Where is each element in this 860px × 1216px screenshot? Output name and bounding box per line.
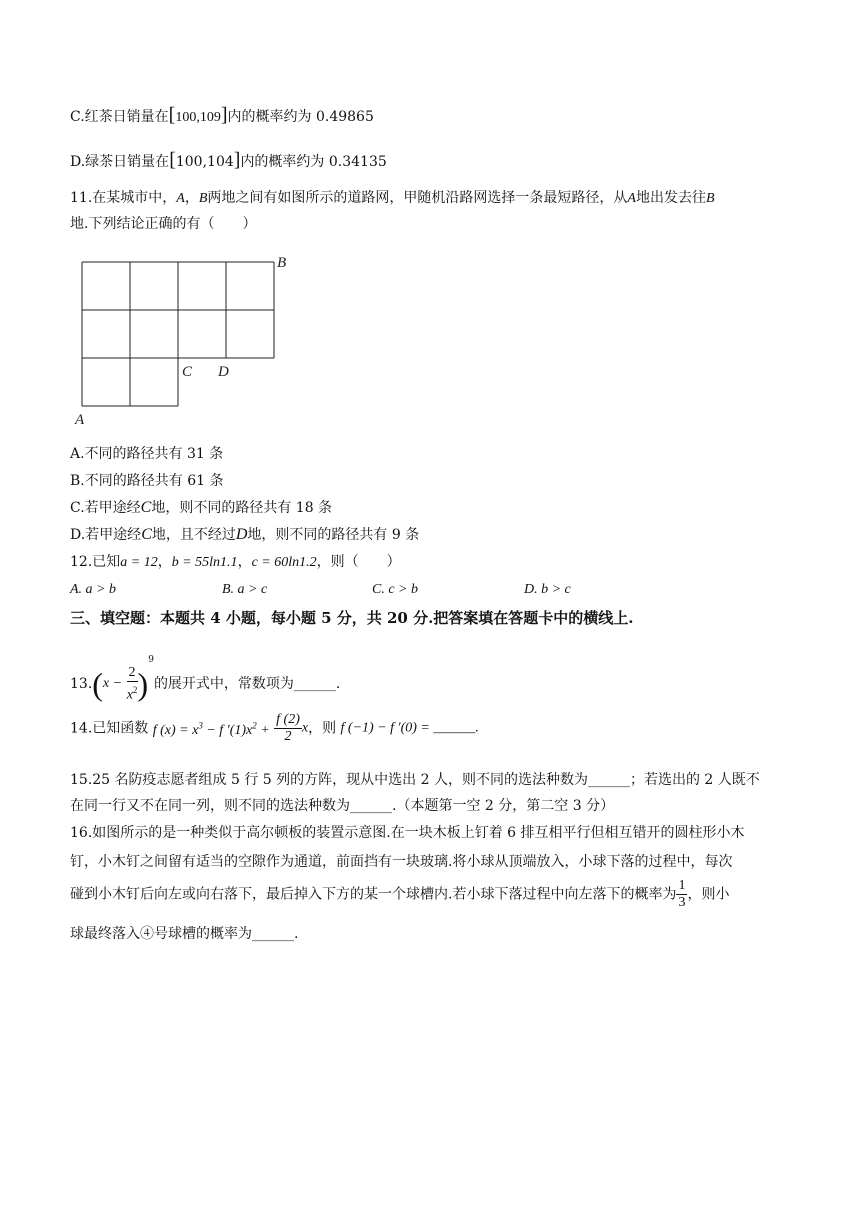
- q14-fraction: $\frac{f (2)}{2}$: [276, 712, 300, 744]
- q11-option-d: D.若甲途经C地，且不经过D地，则不同的路径共有 9 条: [70, 526, 420, 543]
- q16-line2: 钉，小木钉之间留有适当的空隙作为通道，前面挡有一块玻璃.将小球从顶端放入，小球下落的过程中，每次: [70, 854, 733, 870]
- q15-line1: 15.25 名防疫志愿者组成 5 行 5 列的方阵，现从中选出 2 人，则不同的选法种数为______；若选出的 2 人既不: [70, 772, 760, 788]
- q11-stem-line2: 地.下列结论正确的有（ ）: [70, 216, 257, 232]
- q16-line1: 16.如图所示的是一种类似于高尔顿板的装置示意图.在一块木板上钉着 6 排互相平行但相互错开的圆柱形小木: [70, 825, 745, 841]
- q10-option-c-interval: 100,109: [175, 110, 221, 125]
- grid-label-a: A: [75, 412, 85, 428]
- q10-option-c-prefix: C.红茶日销量在: [70, 109, 169, 125]
- q10-option-c: C.红茶日销量在[100,109]内的概率约为 0.49865: [70, 104, 374, 126]
- q16-line4: 球最终落入④号球槽的概率为______.: [70, 926, 299, 942]
- grid-label-b: B: [277, 255, 287, 271]
- q11-option-c: C.若甲途经C地，则不同的路径共有 18 条: [70, 499, 333, 516]
- q11-option-a: A.不同的路径共有 31 条: [70, 446, 224, 462]
- q12-option-b: B. a > c: [222, 582, 268, 597]
- q12-stem: 12.已知a = 12，b = 55ln1.1，c = 60ln1.2，则（ ）: [70, 554, 401, 570]
- section-3-heading: 三、填空题：本题共 4 小题，每小题 5 分，共 20 分.把答案填在答题卡中的横线上.: [70, 609, 634, 627]
- q12-option-a: A. a > b: [70, 582, 116, 597]
- q16-fraction: $\frac{1}{3}$: [678, 878, 686, 910]
- q16-line3: 碰到小木钉后向左或向右落下，最后掉入下方的某一个球槽内.若小球下落过程中向左落下的概率为 $\frac{1}{3}$ ，则小: [70, 878, 730, 910]
- q10-option-d-interval: 100,104: [175, 154, 234, 170]
- grid-label-c: C: [182, 364, 193, 380]
- q11-stem-line1: 11.在某城市中，A，B两地之间有如图所示的道路网，甲随机沿路网选择一条最短路径，从A地出发去往B: [70, 190, 715, 206]
- q10-option-d-suffix: 内的概率约为 0.34135: [240, 154, 387, 170]
- q13: 13.(x − $\frac{2}{x^2}$ )$^9$的展开式中，常数项为______.: [70, 655, 341, 703]
- q12-option-c: C. c > b: [372, 582, 418, 597]
- grid-label-d: D: [218, 364, 229, 380]
- q10-option-d-prefix: D.绿茶日销量在: [70, 154, 170, 170]
- q10-option-d: D.绿茶日销量在[100,104]内的概率约为 0.34135: [70, 149, 387, 171]
- q15-line2: 在同一行又不在同一列，则不同的选法种数为______.（本题第一空 2 分，第二空 3 分）: [70, 798, 615, 814]
- q12-option-d: D. b > c: [524, 582, 571, 597]
- road-grid-figure: [72, 252, 302, 430]
- q11-option-b: B.不同的路径共有 61 条: [70, 473, 224, 489]
- q13-fraction: $\frac{2}{x^2}$: [126, 664, 138, 703]
- q10-option-c-suffix: 内的概率约为 0.49865: [227, 109, 374, 125]
- q14: 14.已知函数 f $(x) = x^3 - f$ $'(1)x^2$ + $\frac{f (2)}{2}$ x，则 f (−1) − f ′(0) = ______.: [70, 712, 479, 744]
